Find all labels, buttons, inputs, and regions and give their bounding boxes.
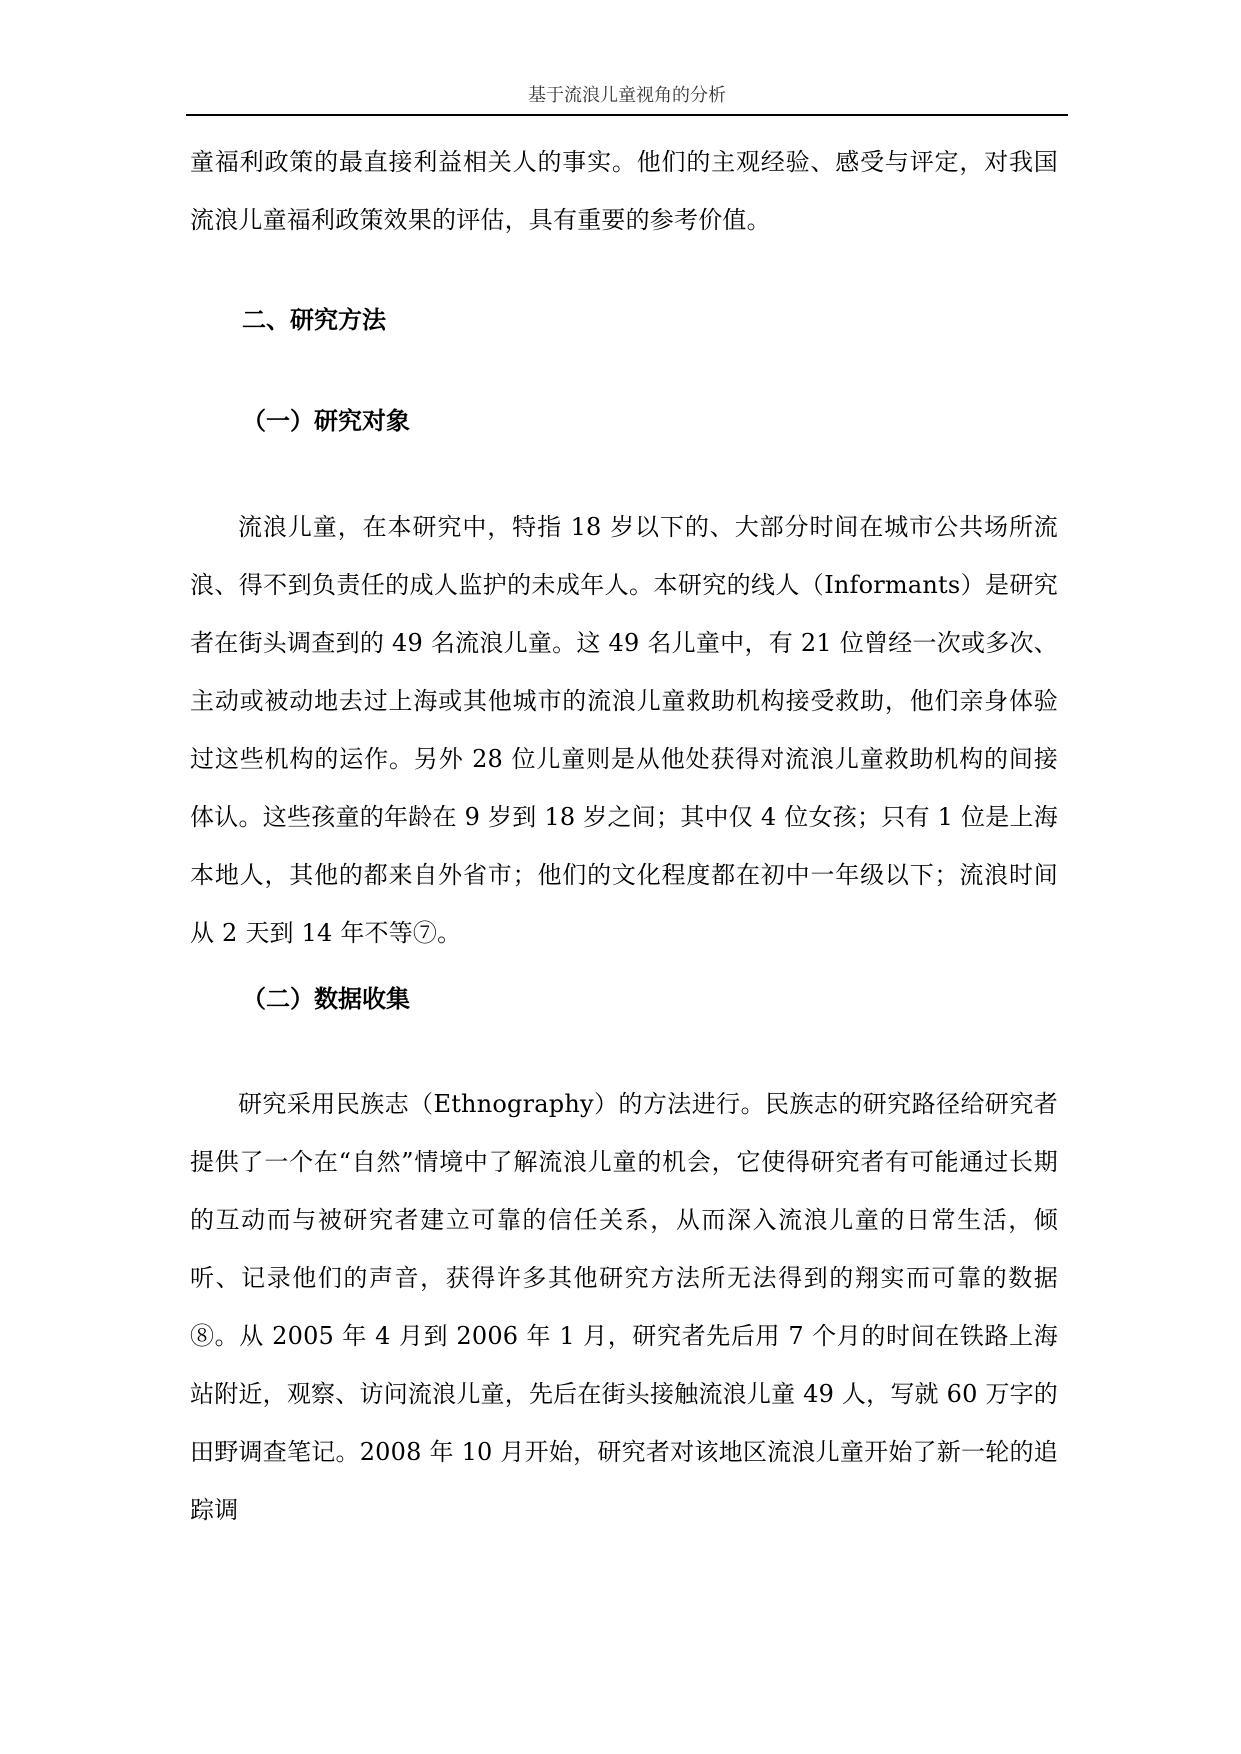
paragraph-research-subjects: 流浪儿童，在本研究中，特指 18 岁以下的、大部分时间在城市公共场所流浪、得不到负责任的成人监护的未成年人。本研究的线人（Informants）是研究者在街头调查到的 49 名流浪儿童。这 49 名儿童中，有 21 位曾经一次或多次、主动或被动地去过上海或其他城市的流浪儿童救助机构接受救助，他们亲身体验过这些机构的运作。另外 28 位儿童则是从他处获得对流浪儿童救助机构的间接体认。这些孩童的年龄在 9 岁到 18 岁之间；其中仅 4 位女孩；只有 1 位是上海本地人，其他的都来自外省市；他们的文化程度都在初中一年级以下；流浪时间从 2 天到 14 年不等⑦。 bbox=[190, 513, 1058, 947]
header-rule bbox=[186, 114, 1068, 116]
subsection-heading-subjects: （一）研究对象 bbox=[242, 406, 410, 435]
running-header: 基于流浪儿童视角的分析 bbox=[528, 85, 726, 106]
paragraph-data-collection: 研究采用民族志（Ethnography）的方法进行。民族志的研究路径给研究者提供了一个在“自然”情境中了解流浪儿童的机会，它使得研究者有可能通过长期的互动而与被研究者建立可靠的信任关系，从而深入流浪儿童的日常生活，倾听、记录他们的声音，获得许多其他研究方法所无法得到的翔实而可靠的数据⑧。从 2005 年 4 月到 2006 年 1 月，研究者先后用 7 个月的时间在铁路上海站附近，观察、访问流浪儿童，先后在街头接触流浪儿童 49 人，写就 60 万字的田野调查笔记。2008 年 10 月开始，研究者对该地区流浪儿童开始了新一轮的追踪调 bbox=[190, 1090, 1058, 1524]
subsection-heading-data-collection: （二）数据收集 bbox=[242, 984, 410, 1013]
continuation-paragraph: 童福利政策的最直接利益相关人的事实。他们的主观经验、感受与评定，对我国流浪儿童福利政策效果的评估，具有重要的参考价值。 bbox=[190, 148, 1058, 234]
section-heading-methods: 二、研究方法 bbox=[242, 305, 386, 334]
